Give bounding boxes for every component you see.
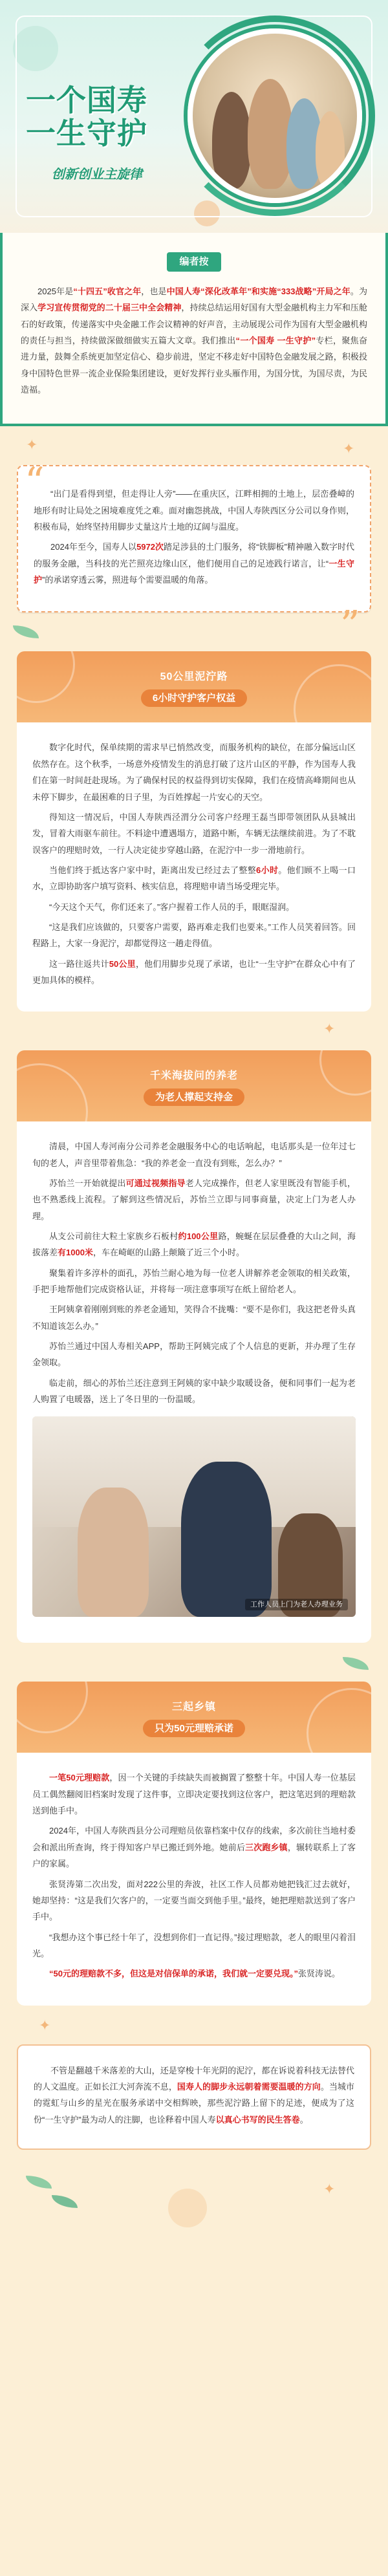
highlight-run: “一个国寿 一生守护” — [235, 336, 316, 346]
section-body — [17, 1121, 371, 1643]
text-run: 清晨，中国人寿河南分公司养老金融服务中心的电话响起，电话那头是一位年过七旬的老人，声音里带着焦急：“我的养老金一直没有到账，怎么办？” — [32, 1142, 356, 1168]
quote-open-icon: “ — [25, 459, 45, 505]
text-run: 苏怡兰一开始就提出 — [49, 1178, 126, 1188]
text-run: 老人的眼里闪着泪光。 — [32, 1932, 356, 1958]
text-run: 张贤涛说。 — [297, 1969, 340, 1979]
section-subtitle: 6小时守护客户权益 — [141, 689, 247, 707]
text-run: 客户握着工作人员的手，眼眶湿润。 — [160, 902, 295, 912]
section-title: 50公里泥泞路 — [160, 671, 228, 682]
text-run: 不管是翻越千米落差的大山，还是穿梭十年光阴的泥泞，都在诉说着科技无法替代的人文温度。正如长江大河奔流不息， — [34, 2065, 354, 2092]
section-header — [17, 1050, 371, 1121]
star-icon: ✦ — [343, 440, 355, 457]
highlight-run: 6小时 — [256, 865, 279, 875]
highlight-run: 5972次 — [136, 542, 164, 552]
text-run: 2024年至今，国寿人以 — [50, 542, 137, 552]
star-icon: ✦ — [26, 437, 38, 453]
paragraph — [32, 956, 356, 989]
highlight-run: 有1000米 — [58, 1248, 93, 1258]
elder-figure — [78, 1488, 149, 1617]
deco-ring — [17, 1682, 88, 1733]
text-run: 从支公司前往大粒土家族乡石板村 — [49, 1231, 178, 1241]
text-run: 依靠档案中仅存的线索，多次前往当地村委会和派出所查询，终于得知客户早已搬迁到外地。她前后 — [32, 1826, 356, 1852]
section-title: 千米海拔问的养老 — [149, 1070, 238, 1081]
paragraph — [34, 2062, 354, 2128]
text-run: 这一路往返共计 — [49, 958, 109, 969]
service-photo — [32, 1416, 356, 1617]
section-body — [17, 722, 371, 1012]
hero-banner — [0, 0, 388, 233]
photo-caption: 工作人员上门为老人办理业务 — [245, 1599, 348, 1611]
hero-title — [26, 84, 194, 149]
editor-note — [0, 233, 388, 426]
section-subtitle: 只为50元理赔承诺 — [143, 1720, 245, 1737]
family-member — [212, 92, 251, 189]
paragraph — [32, 1265, 356, 1298]
text-run: 2024年，中国人寿陕西县分公司理赔员 — [49, 1826, 195, 1836]
family-member — [248, 79, 293, 189]
text-run: 专栏，聚焦奋进力量，鼓舞全系统更加坚定信心、稳步前进，坚定不移走好中国特色金融发展之路，积极投身中国特色世界一流企业保险集团建设，更好发挥行业头雁作用，为国分忧，为国尽责，为民造福。 — [21, 336, 367, 395]
paragraph — [32, 1228, 356, 1261]
text-run: 苏怡兰通过中国人寿相关APP，帮助王阿姨完成了个人信息的更新，并办理了生存金领取。 — [32, 1341, 356, 1368]
highlight-run: 约100公里 — [178, 1231, 219, 1241]
text-run: 。 — [299, 2114, 308, 2125]
deco-ring — [294, 664, 371, 722]
paragraph — [34, 539, 354, 588]
highlight-run: “十四五”收官之年 — [73, 287, 142, 296]
quote-close-icon: ” — [340, 603, 360, 649]
spacer — [0, 2006, 388, 2044]
highlight-run: 可通过视频指导 — [125, 1178, 186, 1188]
star-icon: ✦ — [39, 2017, 51, 2033]
spacer — [0, 426, 388, 465]
highlight-run: 中国人寿“深化改革年”和实施“333战略”开局之年 — [166, 287, 350, 296]
section-title: 三起乡镇 — [171, 1701, 216, 1713]
star-icon: ✦ — [323, 1021, 336, 1037]
text-run: 聚集着许多淳朴的面孔，苏怡兰耐心地为每一位老人讲解养老金领取的相关政策，手把手地帮他们完成资格认证，并将每一项注意事项写在纸上留给老人。 — [32, 1268, 356, 1295]
family-member — [316, 111, 345, 189]
paragraph — [32, 1301, 356, 1334]
family-photo — [188, 28, 362, 203]
paragraph — [32, 739, 356, 805]
text-run: ，也是 — [141, 287, 167, 296]
hero-title-line: 一个国寿 — [26, 83, 147, 118]
text-run: 张贤涛第二次出发，面对222公里的奔波，社区工作人员都劝她把钱汇过去就好，她却坚持：“这是我们欠客户的，一定要当面交到他手里。”最终，她把理赔款送到了客户手中。 — [32, 1879, 356, 1922]
text-run: 。为深入 — [21, 287, 367, 313]
paragraph — [32, 1770, 356, 1819]
paragraph — [32, 1929, 356, 1962]
leaf-icon — [52, 2195, 78, 2208]
section-subtitle: 为老人撑起支持金 — [144, 1088, 244, 1106]
deco-ring — [17, 1063, 88, 1121]
paragraph — [32, 919, 356, 952]
text-run: ，持续总结运用好国有大型金融机构主力军和压舱石的好政策，传递落实中央金融工作会议精神的好声音，主动展现公司作为国有大型金融机构的责任与担当，持续做深做细做实五篇大文章。我们推出 — [21, 303, 367, 346]
text-run: 当他们终于抵达客户家中时，距离出发已经过去了整整 — [49, 865, 257, 875]
section-lead — [17, 459, 371, 649]
text-run: 。当城市的霓虹与山乡的星光在服务承诺中交相辉映，那些泥泞路上留下的足迹，便成为了这份“一生守护”最为动人的注脚，也诠释着中国人寿 — [34, 2081, 354, 2125]
leaf-icon — [13, 625, 39, 638]
hero-title-line: 一生守护 — [26, 115, 147, 151]
spacer — [0, 1012, 388, 1050]
footer-decoration — [0, 2150, 388, 2247]
text-run: 。他们顾不上喝一口水，立即协助客户填写资料、核实信息，将理赔申请当场受理完毕。 — [32, 865, 356, 892]
text-run: 2025年是 — [38, 287, 74, 296]
text-run: 得知这一情况后，中国人寿陕西泾渭分公司客户经理王磊当即带领团队从县城出发，冒着大雨驱车前往。不料途中遭遇塌方，道路中断，车辆无法继续前进。为了不耽误客户的理赔时效，一行人决定徒步穿越山路，在泥泞中一步一滑地前行。 — [32, 812, 356, 855]
paragraph — [32, 1965, 356, 1982]
staff-figure — [181, 1462, 272, 1617]
paragraph — [32, 1375, 356, 1408]
highlight-run: 三次跑乡镇 — [245, 1842, 288, 1852]
paragraph — [32, 1138, 356, 1171]
text-run: 踏足涉县的土门服务，将“铁脚板”精神融入数字时代的服务金融，当科技的光芒照亮边缘山区，他们便用自己的足迹践行诺言，让“ — [34, 542, 355, 568]
leaf-icon — [343, 1657, 369, 1670]
section-header — [17, 1682, 371, 1753]
text-run: 老人完成操作，但老人家里既没有智能手机，也不熟悉线上流程。了解到这些情况后，苏怡兰立即与同事商量，决定上门为老人办理。 — [32, 1178, 356, 1221]
highlight-run: 一生守护 — [34, 558, 354, 585]
text-run: ”的承诺穿透云雾，照进每个需要温暖的角落。 — [42, 575, 213, 585]
paragraph — [32, 1823, 356, 1872]
spacer — [0, 1643, 388, 1682]
spacer — [0, 612, 388, 651]
section-header — [17, 651, 371, 722]
highlight-run: 国寿人的脚步永远朝着需要温暖的方向 — [177, 2081, 321, 2092]
text-run: ，他们用脚步兑现了承诺，也让“一生守护”在群众心中有了更加具体的模样。 — [32, 958, 356, 985]
star-icon: ✦ — [323, 2180, 336, 2197]
deco-ring — [307, 1688, 371, 1753]
editor-note-text — [21, 283, 367, 398]
closing-note — [17, 2044, 371, 2150]
text-run: “今天这个天气，你们还来了。” — [49, 902, 160, 912]
highlight-run: “50元的理赔款不多，但这是对信保单的承诺，我们就一定要兑现。” — [49, 1969, 298, 1979]
text-run: 临走前，细心的苏怡兰还注意到王阿姨的家中缺少取暖设备，便和同事们一起为老人购置了电暖器，送上了冬日里的一份温暖。 — [32, 1378, 356, 1405]
text-run: 数字化时代，保单续期的需求早已悄然改变，而服务机构的缺位，在部分偏远山区依然存在。这个秋季，一场意外疫情发生的消息打破了这片山区的平静，作为国寿人我们在第一时间赶赴现场。为了确保村民的权益得到切实保障，我们在疫情高峰期间也从未停下脚步，在最困难的日子里，为百姓撑起一片安心的天空。 — [32, 742, 356, 802]
highlight-run: 以真心书写的民生答卷 — [215, 2114, 300, 2125]
section-body — [17, 1753, 371, 2005]
text-run: “我想办这个事已经十年了，没想到你们一直记得。”接过理赔款， — [49, 1932, 288, 1942]
text-run: 路，蜿蜒在层层叠叠的大山之间，海拔落差 — [32, 1231, 356, 1258]
highlight-run: 一笔50元理赔款 — [49, 1773, 110, 1783]
paragraph — [34, 486, 354, 535]
paragraph — [32, 1876, 356, 1925]
text-run: “这是我们应该做的，只要客户需要，路再难走我们也要来。”工作人员笑着回答。回程路上，大家一身泥泞，却都觉得这一趟走得值。 — [32, 922, 356, 949]
text-run: ，辗转联系上了客户的家属。 — [32, 1842, 356, 1869]
deco-ring — [17, 651, 75, 703]
leaf-icon — [26, 2176, 52, 2189]
deco-ring — [319, 1050, 371, 1096]
paragraph — [32, 1338, 356, 1371]
deco-circle — [168, 2189, 207, 2227]
editor-note-badge: 编者按 — [167, 252, 221, 272]
text-run: ，因一个关键的手续缺失而被搁置了整整十年。中国人寿一位基层员工偶然翻阅旧档案时发现了这件事，立即决定要找到这位客户，把这笔迟到的理赔款送到他手中。 — [32, 1773, 356, 1816]
highlight-run: 50公里 — [109, 958, 136, 969]
paragraph — [32, 862, 356, 895]
highlight-run: 学习宣传贯彻党的二十届三中全会精神 — [38, 303, 182, 313]
paragraph — [32, 1175, 356, 1224]
paragraph — [32, 899, 356, 915]
text-run: 王阿姨拿着刚刚到账的养老金通知，笑得合不拢嘴：“要不是你们，我这把老骨头真不知道该怎么办。” — [32, 1304, 356, 1331]
text-run: “出门是看得到望，但走得让人旁”——在重庆区，江畔相拥的土地上，层峦叠嶂的地形有时让局处之困境难度凭之难。面对幽怨挑战，中国人寿陕西区分公司以身作则，积极布局，始终坚持用脚步丈量这片土地的辽阔与温度。 — [34, 489, 354, 532]
hero-subtitle: 创新创业主旋律 — [52, 166, 142, 182]
text-run: ，车在崎岖的山路上颠簸了近三个小时。 — [92, 1248, 244, 1258]
paragraph — [32, 809, 356, 858]
